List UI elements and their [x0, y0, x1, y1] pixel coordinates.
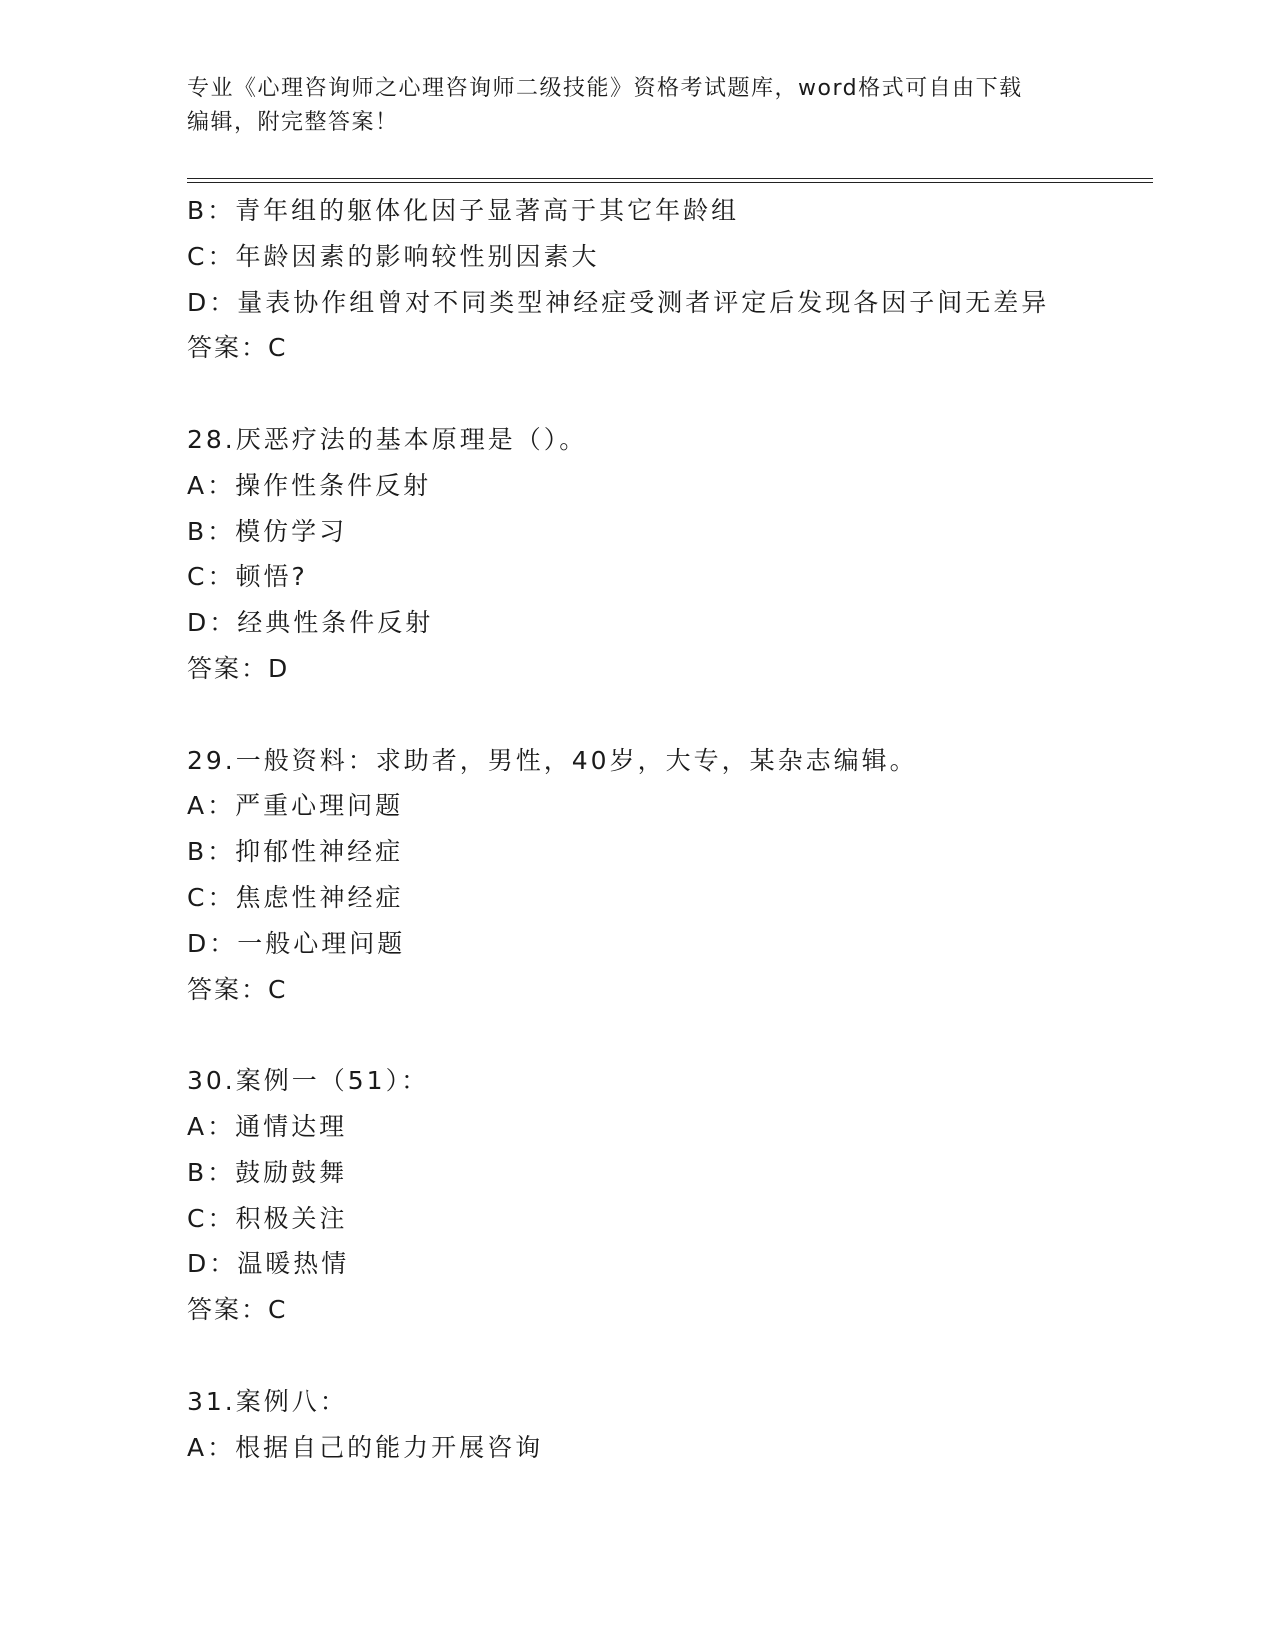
option-d: D：一般心理问题 — [187, 928, 406, 958]
option-c: C：顿悟? — [187, 562, 308, 592]
answer: 答案：C — [187, 1295, 288, 1325]
answer: 答案：D — [187, 653, 290, 683]
question-31 — [187, 1379, 1153, 1471]
question-28 — [187, 417, 1153, 692]
header-line-2: 编辑，附完整答案！ — [187, 110, 399, 135]
header-divider — [187, 178, 1153, 183]
question-text: 28.厌恶疗法的基本原理是（）。 — [187, 424, 588, 454]
option-a: A：严重心理问题 — [187, 791, 404, 821]
option-d: D：温暖热情 — [187, 1249, 350, 1279]
option-b: B：青年组的躯体化因子显著高于其它年龄组 — [187, 196, 740, 225]
spacer — [187, 692, 1153, 738]
option-a: A：操作性条件反射 — [187, 470, 432, 500]
answer: 答案：C — [187, 974, 288, 1004]
option-c: C：年龄因素的影响较性别因素大 — [187, 241, 600, 271]
question-text: 30.案例一（51）： — [187, 1066, 430, 1096]
question-text: 31.案例八： — [187, 1386, 348, 1416]
answer: 答案：C — [187, 333, 288, 363]
question-text: 29.一般资料：求助者，男性，40岁，大专，某杂志编辑。 — [187, 745, 918, 775]
option-c: C：积极关注 — [187, 1203, 348, 1233]
question-29 — [187, 738, 1153, 1013]
spacer — [187, 1012, 1153, 1058]
page-header — [187, 72, 1067, 140]
option-a: A：根据自己的能力开展咨询 — [187, 1432, 544, 1462]
header-line-1: 专业《心理咨询师之心理咨询师二级技能》资格考试题库，word格式可自由下载 — [187, 76, 1023, 101]
option-b: B：鼓励鼓舞 — [187, 1157, 348, 1187]
option-d: D：量表协作组曾对不同类型神经症受测者评定后发现各因子间无差异 — [187, 287, 1050, 317]
option-b: B：抑郁性神经症 — [187, 837, 404, 867]
option-b: B：模仿学习 — [187, 516, 348, 546]
spacer — [187, 371, 1153, 417]
question-27-tail — [187, 188, 1153, 371]
option-c: C：焦虑性神经症 — [187, 882, 404, 912]
spacer — [187, 1333, 1153, 1379]
option-a: A：通情达理 — [187, 1111, 348, 1141]
question-list — [187, 188, 1153, 1470]
option-d: D：经典性条件反射 — [187, 608, 434, 638]
question-30 — [187, 1058, 1153, 1333]
